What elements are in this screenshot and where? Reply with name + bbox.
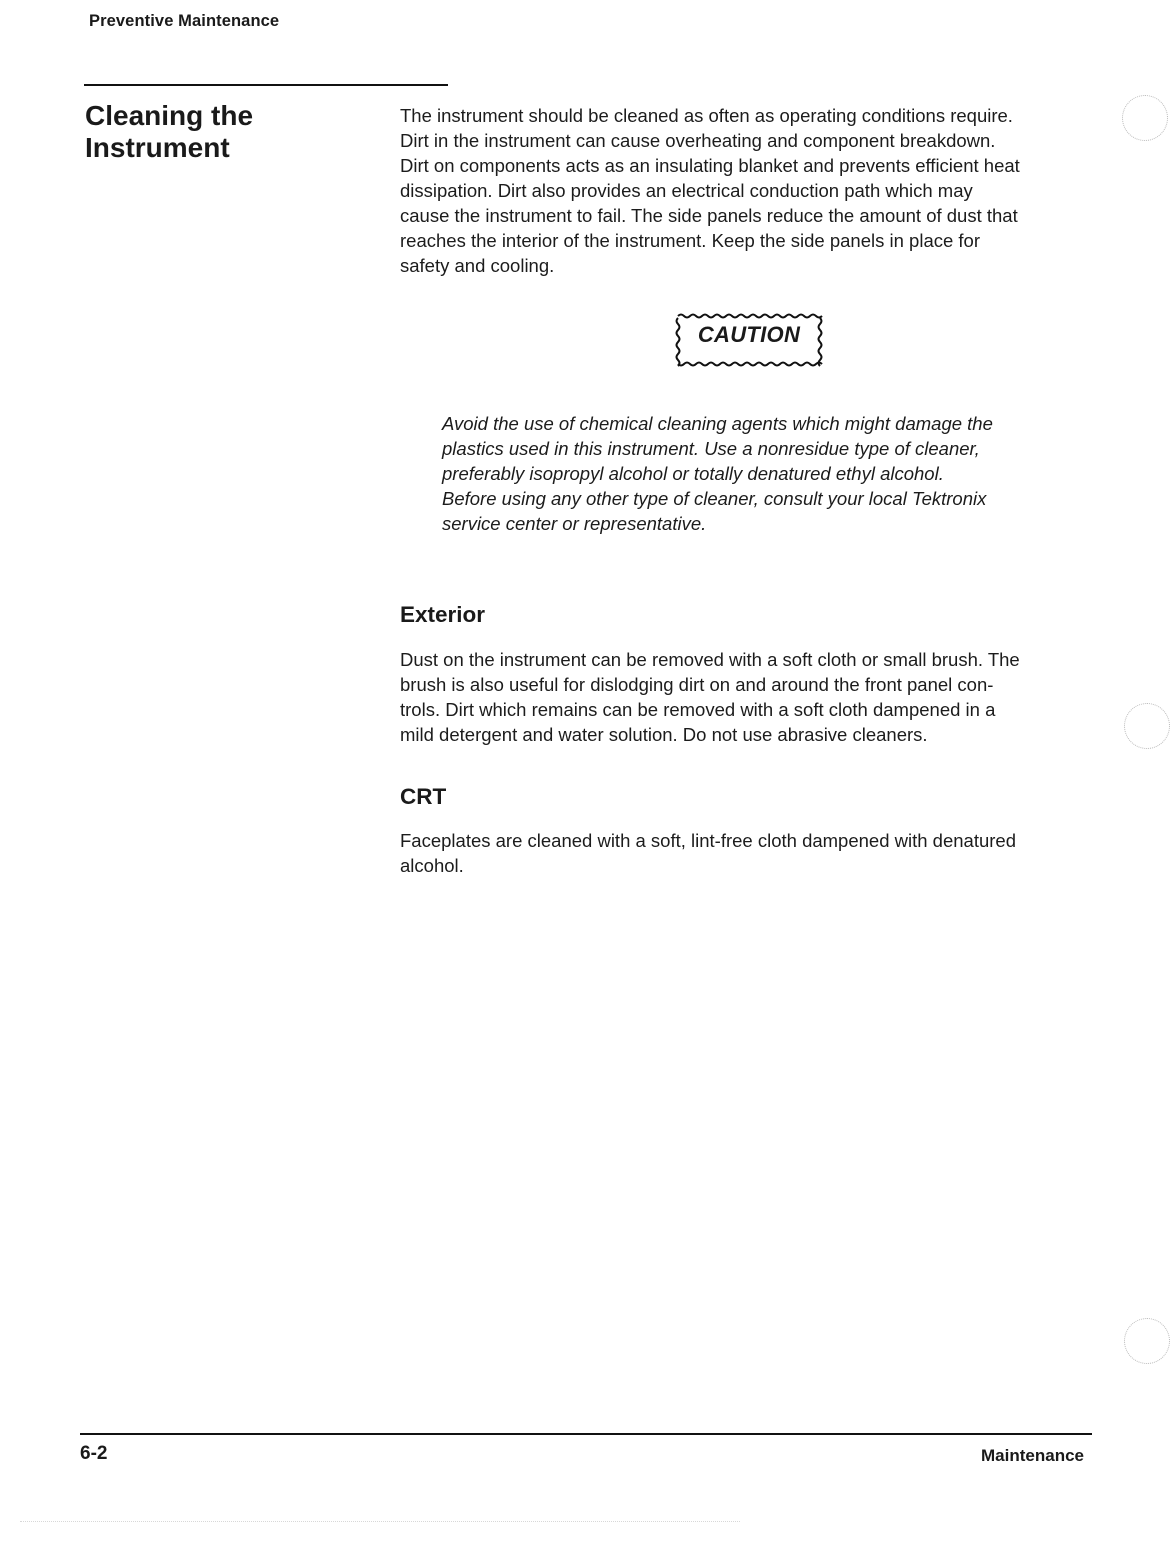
- footer-rule: [80, 1433, 1092, 1435]
- exterior-paragraph: [400, 647, 1090, 747]
- intro-line: dissipation. Dirt also provides an electrical conduction path which may: [400, 180, 973, 201]
- caution-frame-bottom: [678, 363, 822, 366]
- section-title-line: Cleaning the: [85, 100, 254, 131]
- exterior-line: Dust on the instrument can be removed with a soft cloth or small brush. The: [400, 649, 1020, 670]
- crt-heading: CRT: [400, 784, 447, 809]
- binder-hole-bottom: [1124, 1318, 1170, 1364]
- page-number: 6-2: [80, 1443, 108, 1464]
- caution-line: Avoid the use of chemical cleaning agents which might damage the: [442, 413, 993, 434]
- crt-line: alcohol.: [400, 855, 464, 876]
- section-rule: [84, 84, 448, 86]
- caution-label: CAUTION: [697, 322, 801, 347]
- exterior-line: trols. Dirt which remains can be removed with a soft cloth dampened in a: [400, 699, 996, 720]
- crt-paragraph: [400, 828, 1090, 878]
- exterior-heading: Exterior: [400, 602, 486, 627]
- caution-line: service center or representative.: [442, 513, 707, 534]
- footer-section-name: Maintenance: [981, 1446, 1084, 1465]
- intro-paragraph: [400, 103, 1090, 278]
- binder-hole-top: [1122, 95, 1168, 141]
- crt-line: Faceplates are cleaned with a soft, lint-free cloth dampened with denatured: [400, 830, 1017, 851]
- caution-paragraph: [442, 411, 1082, 536]
- running-header: Preventive Maintenance: [89, 12, 280, 30]
- intro-line: reaches the interior of the instrument. Keep the side panels in place for: [400, 230, 981, 251]
- section-title: [85, 100, 385, 164]
- section-title-line: Instrument: [85, 132, 230, 163]
- exterior-line: brush is also useful for dislodging dirt on and around the front panel con-: [400, 674, 994, 695]
- caution-line: preferably isopropyl alcohol or totally denatured ethyl alcohol.: [442, 463, 944, 484]
- caution-line: plastics used in this instrument. Use a nonresidue type of cleaner,: [442, 438, 980, 459]
- binder-hole-middle: [1124, 703, 1170, 749]
- intro-line: The instrument should be cleaned as often as operating conditions require.: [400, 105, 1013, 126]
- exterior-line: mild detergent and water solution. Do not use abrasive cleaners.: [400, 724, 928, 745]
- scan-artifact-line: [20, 1521, 740, 1522]
- caution-line: Before using any other type of cleaner, consult your local Tektronix: [442, 488, 987, 509]
- intro-line: Dirt on components acts as an insulating blanket and prevents efficient heat: [400, 155, 1020, 176]
- caution-frame-top: [678, 315, 822, 318]
- intro-line: cause the instrument to fail. The side panels reduce the amount of dust that: [400, 205, 1018, 226]
- intro-line: Dirt in the instrument can cause overheating and component breakdown.: [400, 130, 996, 151]
- intro-line: safety and cooling.: [400, 255, 555, 276]
